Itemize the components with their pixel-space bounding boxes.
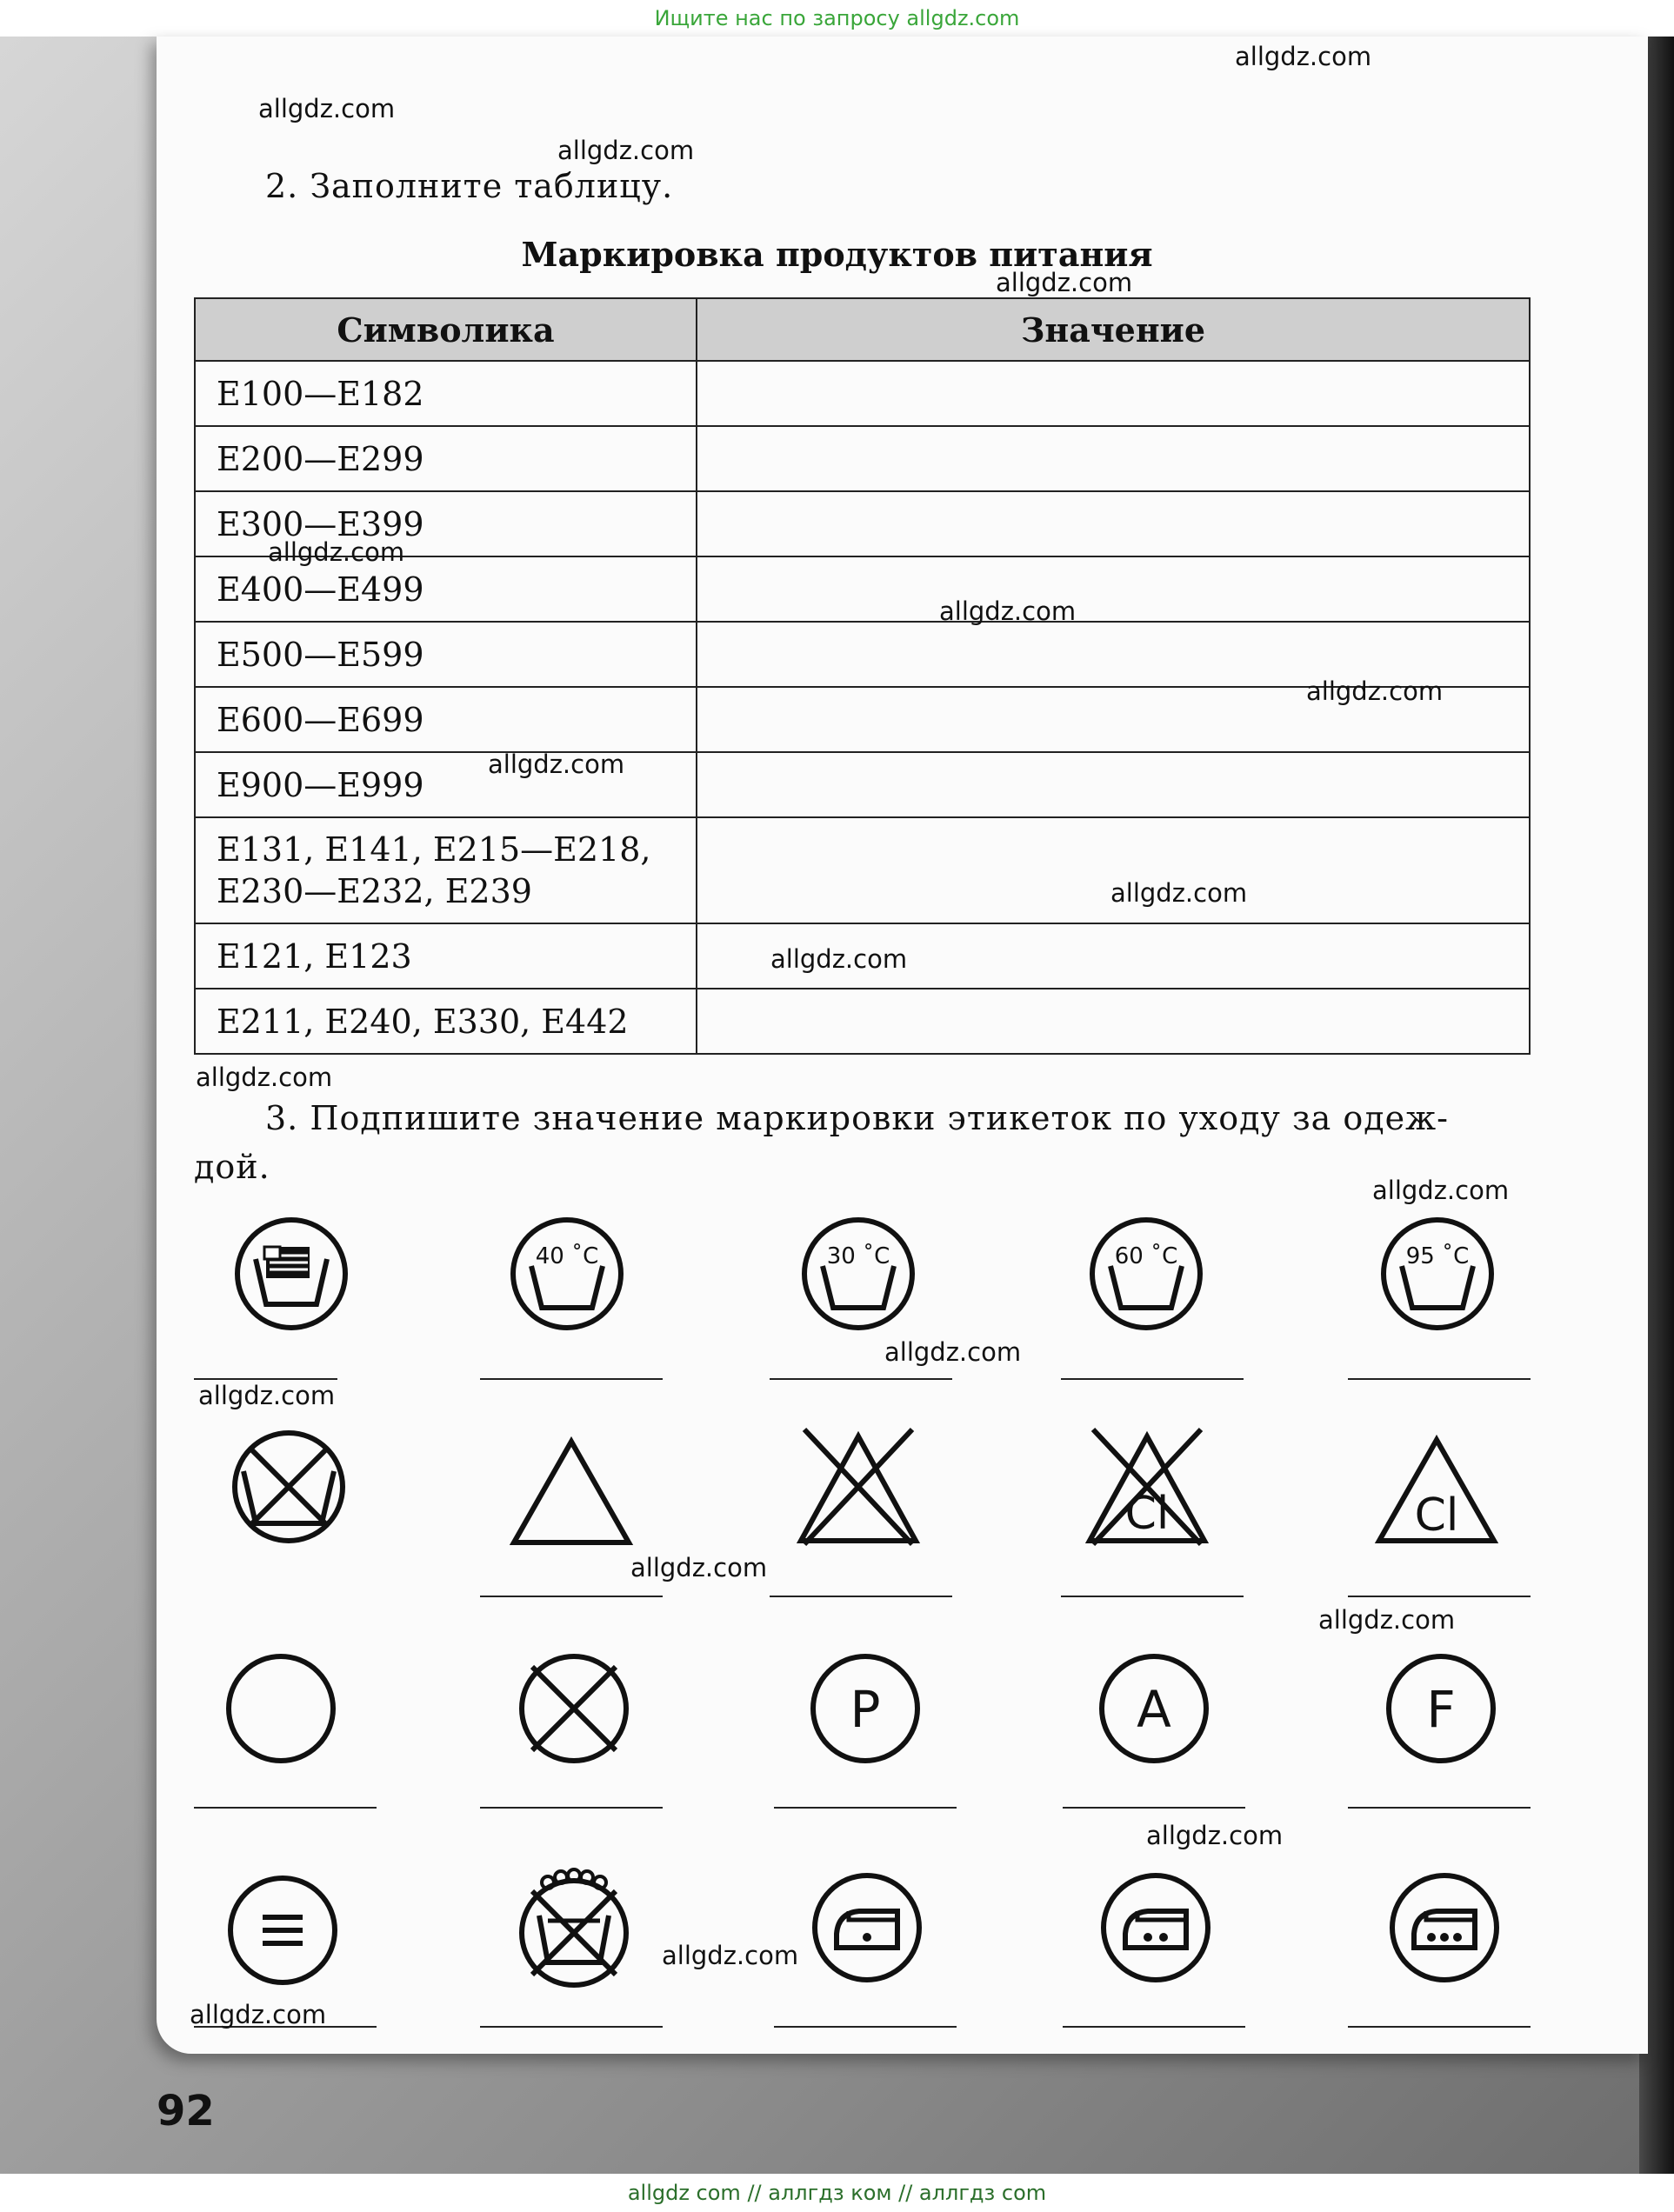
watermark: allgdz.com	[1235, 42, 1372, 71]
symbol-cell: E131, E141, E215—E218, E230—E232, E239	[195, 817, 697, 923]
watermark: allgdz.com	[268, 537, 405, 567]
watermark: allgdz.com	[557, 136, 695, 165]
symbol-cell: E400—E499	[195, 556, 697, 622]
wash-60-icon	[1090, 1217, 1203, 1334]
table-title: Маркировка продуктов питания	[521, 235, 1153, 274]
watermark: allgdz.com	[1318, 1605, 1456, 1635]
answer-line[interactable]	[1348, 1596, 1531, 1597]
watermark: allgdz.com	[770, 944, 908, 974]
solvent-letter: P	[850, 1680, 881, 1739]
meaning-cell[interactable]	[697, 989, 1530, 1054]
meaning-cell[interactable]	[697, 556, 1530, 622]
watermark: allgdz.com	[996, 268, 1133, 297]
answer-line[interactable]	[770, 1378, 952, 1380]
no-chlorine-bleach-icon	[1084, 1426, 1210, 1551]
column-header-meaning: Значение	[697, 298, 1530, 361]
wash-95-icon	[1381, 1217, 1494, 1334]
answer-line[interactable]	[194, 1378, 337, 1380]
tumble-dry-icon	[226, 1874, 339, 1990]
wash-temp-label: 95 ˚C	[1405, 1243, 1470, 1269]
task-2-heading: 2. Заполните таблицу.	[265, 167, 674, 205]
bottom-banner: allgdz com // аллгдз ком // аллгдз com	[627, 2181, 1047, 2205]
wash-30-icon	[802, 1217, 915, 1334]
watermark: allgdz.com	[258, 94, 396, 123]
answer-line[interactable]	[1348, 1378, 1531, 1380]
table-row	[195, 361, 1530, 426]
watermark: allgdz.com	[1146, 1821, 1284, 1850]
answer-line[interactable]	[1061, 1378, 1244, 1380]
watermark: allgdz.com	[196, 1063, 333, 1092]
symbol-cell: E900—E999	[195, 752, 697, 817]
answer-line[interactable]	[480, 1596, 663, 1597]
dry-clean-f-icon	[1384, 1652, 1497, 1769]
answer-line[interactable]	[480, 1378, 663, 1380]
watermark: allgdz.com	[884, 1337, 1022, 1367]
chlorine-label: Cl	[1414, 1489, 1459, 1542]
do-not-wash-icon	[228, 1426, 350, 1551]
chlorine-bleach-icon	[1374, 1435, 1499, 1551]
symbol-cell: E600—E699	[195, 687, 697, 752]
symbol-cell: E300—E399	[195, 491, 697, 556]
iron-high-icon	[1386, 1869, 1504, 1990]
watermark: allgdz.com	[662, 1941, 799, 1970]
table-row	[195, 817, 1530, 923]
meaning-cell[interactable]	[697, 361, 1530, 426]
answer-line[interactable]	[1063, 2026, 1245, 2028]
answer-line[interactable]	[194, 1807, 377, 1809]
wash-temp-label: 40 ˚C	[535, 1243, 599, 1269]
watermark: allgdz.com	[488, 750, 625, 779]
answer-line[interactable]	[1348, 1807, 1531, 1809]
answer-line[interactable]	[1061, 1596, 1244, 1597]
solvent-letter: F	[1426, 1680, 1456, 1739]
meaning-cell[interactable]	[697, 491, 1530, 556]
symbol-cell: E500—E599	[195, 622, 697, 687]
watermark: allgdz.com	[939, 596, 1077, 626]
symbol-cell: E211, E240, E330, E442	[195, 989, 697, 1054]
meaning-cell[interactable]	[697, 752, 1530, 817]
answer-line[interactable]	[1348, 2026, 1531, 2028]
do-not-dry-clean-icon	[513, 1648, 635, 1773]
symbol-cell: E100—E182	[195, 361, 697, 426]
top-banner: Ищите нас по запросу allgdz.com	[654, 6, 1020, 30]
do-not-bleach-icon	[796, 1426, 921, 1551]
wash-temp-label: 30 ˚C	[826, 1243, 890, 1269]
do-not-wring-icon	[513, 1865, 635, 1995]
chlorine-label: Cl	[1124, 1488, 1170, 1540]
answer-line[interactable]	[1063, 1807, 1245, 1809]
watermark: allgdz.com	[1372, 1176, 1510, 1205]
answer-line[interactable]	[480, 1807, 663, 1809]
watermark: allgdz.com	[198, 1381, 336, 1410]
watermark: allgdz.com	[1306, 676, 1444, 706]
dry-clean-p-icon	[809, 1652, 922, 1769]
symbol-cell: E121, E123	[195, 923, 697, 989]
watermark: allgdz.com	[190, 2000, 327, 2029]
symbol-cell: E200—E299	[195, 426, 697, 491]
hand-wash-icon	[235, 1217, 348, 1334]
answer-line[interactable]	[774, 1807, 957, 1809]
page-number: 92	[157, 2087, 215, 2135]
iron-low-icon	[809, 1869, 926, 1990]
watermark: allgdz.com	[630, 1553, 768, 1582]
table-row	[195, 426, 1530, 491]
iron-medium-icon	[1097, 1869, 1215, 1990]
answer-line[interactable]	[480, 2026, 663, 2028]
table-row	[195, 989, 1530, 1054]
wash-temp-label: 60 ˚C	[1114, 1243, 1178, 1269]
bleach-allowed-icon	[509, 1436, 634, 1553]
table-header-row	[195, 298, 1530, 361]
dry-clean-a-icon	[1097, 1652, 1210, 1769]
column-header-symbols: Символика	[195, 298, 697, 361]
task-3-heading-continued: дой.	[194, 1148, 270, 1186]
wash-40-icon	[510, 1217, 624, 1334]
table-row	[195, 752, 1530, 817]
answer-line[interactable]	[770, 1596, 952, 1597]
watermark: allgdz.com	[1110, 878, 1248, 908]
solvent-letter: A	[1137, 1680, 1171, 1739]
answer-line[interactable]	[774, 2026, 957, 2028]
meaning-cell[interactable]	[697, 426, 1530, 491]
dry-clean-icon	[224, 1652, 337, 1769]
task-3-heading: 3. Подпишите значение маркировки этикеток по уходу за одеж-	[265, 1099, 1449, 1137]
